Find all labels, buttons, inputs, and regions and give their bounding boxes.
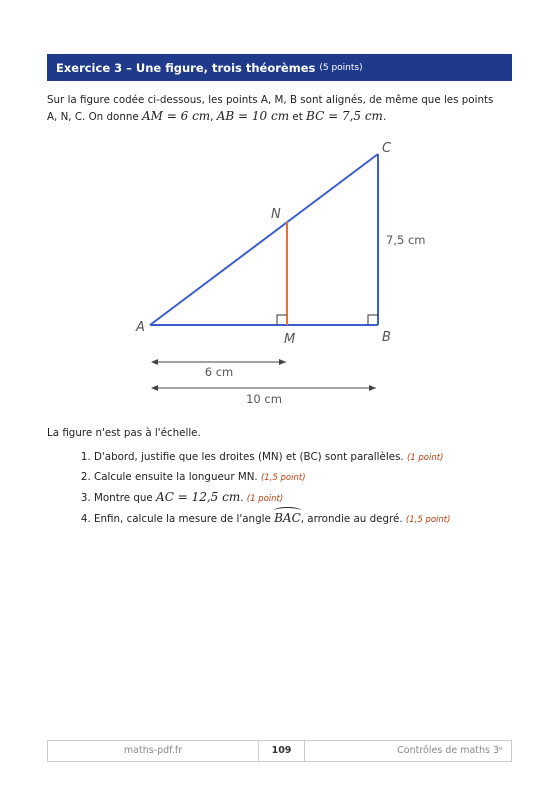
scale-note: La figure n'est pas à l'échelle.: [47, 427, 201, 439]
question-item: [94, 470, 534, 485]
intro-end: .: [382, 111, 387, 123]
point-label-b: B: [382, 330, 391, 345]
page-footer: [47, 740, 512, 762]
intro-prefix: A, N, C. On donne: [47, 111, 139, 123]
intro-sep: ,: [210, 111, 214, 123]
question-points: (1,5 point): [405, 515, 451, 525]
am-value: AM = 6 cm: [141, 109, 211, 123]
question-prefix: Montre que: [94, 492, 153, 504]
footer-site: maths-pdf.fr: [48, 741, 259, 761]
exercise-points: (5 points): [319, 62, 363, 73]
footer-page-number: 109: [259, 741, 305, 761]
length-label-ab: 10 cm: [246, 392, 282, 406]
question-points: (1,5 point): [260, 473, 306, 483]
angle-name: BAC: [274, 511, 301, 525]
intro-line-1: Sur la figure codée ci-dessous, les points A, M, B sont alignés, de même que les points: [47, 94, 494, 106]
question-points: (1 point): [406, 453, 444, 463]
question-item: [94, 490, 534, 506]
ac-value: AC = 12,5 cm: [156, 490, 241, 504]
question-points: (1 point): [246, 494, 284, 504]
question-suffix: , arrondie au degré.: [300, 513, 403, 525]
question-prefix: Enfin, calcule la mesure de l'angle: [94, 513, 271, 525]
question-item: [94, 511, 534, 527]
question-suffix: .: [240, 492, 244, 504]
length-label-bc: 7,5 cm: [386, 233, 426, 247]
question-list: [47, 450, 534, 532]
question-item: [94, 450, 534, 465]
exercise-title: Exercice 3 – Une figure, trois théorèmes: [56, 60, 316, 75]
ab-value: AB = 10 cm: [216, 109, 290, 123]
question-text: D'abord, justifie que les droites (MN) et (BC) sont parallèles.: [94, 451, 404, 463]
bc-value: BC = 7,5 cm: [306, 109, 383, 123]
right-angle-mark-m: [277, 315, 287, 325]
intro-and: et: [292, 111, 303, 123]
right-angle-mark-b: [368, 315, 378, 325]
angle-hat: [274, 507, 301, 514]
point-label-m: M: [284, 332, 296, 347]
question-text: Calcule ensuite la longueur MN.: [94, 471, 258, 483]
point-label-c: C: [382, 141, 392, 156]
point-label-a: A: [136, 320, 145, 335]
length-label-am: 6 cm: [204, 365, 234, 379]
footer-context: Contrôles de maths 3ᵉ: [397, 745, 503, 756]
angle-bac: [274, 511, 301, 525]
segment-ac: [150, 154, 378, 325]
point-label-n: N: [271, 207, 281, 222]
